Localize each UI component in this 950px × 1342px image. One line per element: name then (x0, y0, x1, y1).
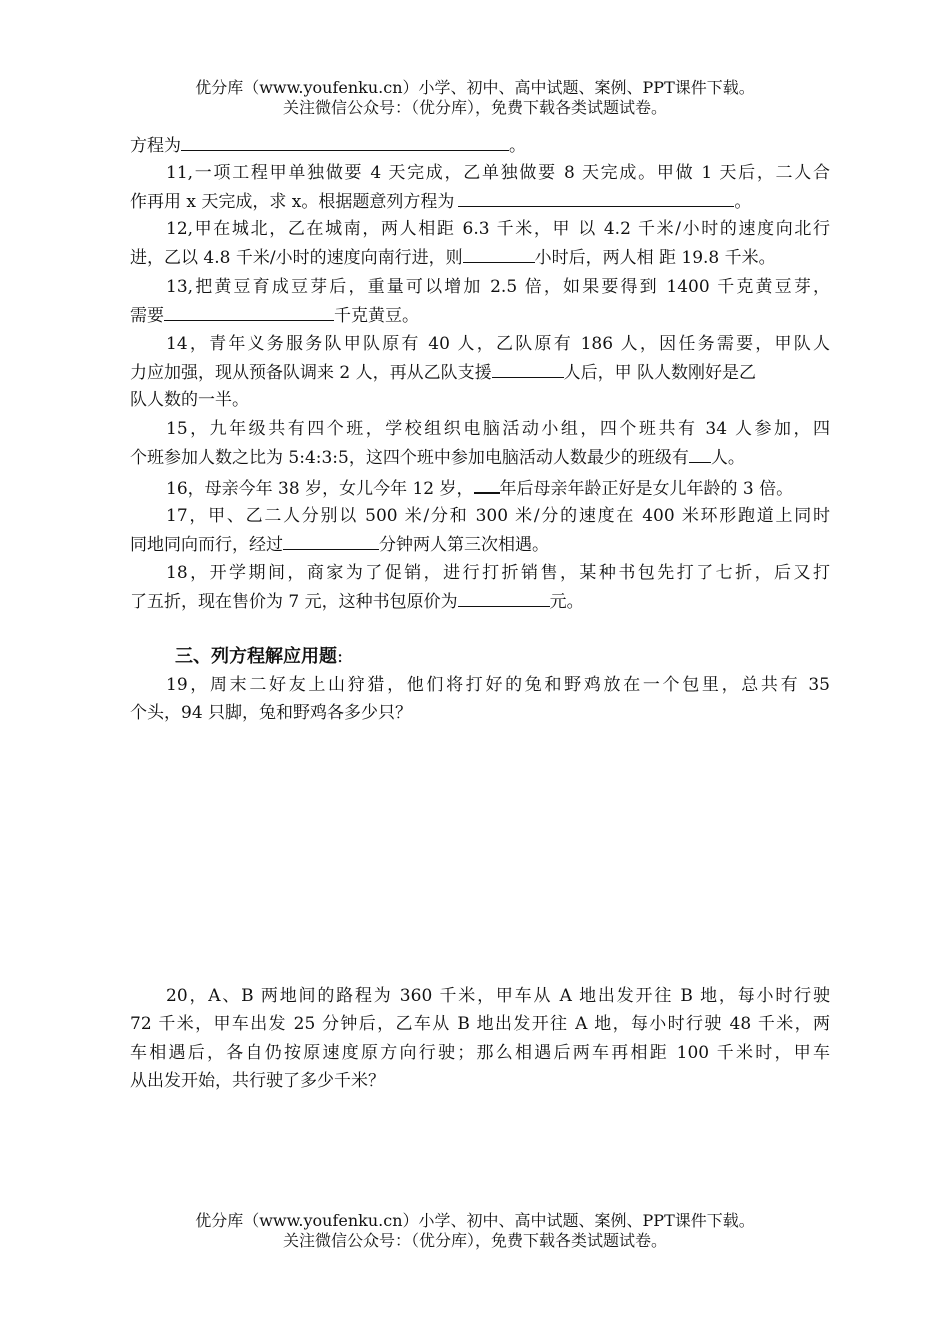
q18-prefix: 了五折，现在售价为 7 元，这种书包原价为 (130, 592, 458, 612)
question-20-line-2: 72 千米，甲车出发 25 分钟后，乙车从 B 地出发开往 A 地，每小时行驶 48 千米，两 (130, 1014, 830, 1034)
q10-prefix: 方程为 (130, 136, 181, 156)
question-14-line-3: 队人数的一半。 (130, 390, 249, 410)
section-3-colon: : (337, 646, 344, 667)
q15-prefix: 个班参加人数之比为 5:4:3:5，这四个班中参加电脑活动人数最少的班级有 (130, 448, 689, 468)
question-18-line-2 (130, 590, 830, 613)
q10-suffix: 。 (509, 136, 526, 156)
question-11-line-2 (130, 190, 830, 213)
q17-suffix: 分钟两人第三次相遇。 (379, 535, 549, 555)
question-20-line-1: 20，A、B 两地间的路程为 360 千米，甲车从 A 地出发开往 B 地，每小时行驶 (166, 986, 830, 1006)
header-line-1: 优分库（www.youfenku.cn）小学、初中、高中试题、案例、PPT课件下载。 (195, 78, 755, 97)
q12-answer-blank[interactable] (463, 246, 535, 263)
q17-prefix: 同地同向而行，经过 (130, 535, 283, 555)
question-19-line-2: 个头，94 只脚，兔和野鸡各多少只？ (130, 703, 413, 723)
question-13-line-1: 13,把黄豆育成豆芽后，重量可以增加 2.5 倍，如果要得到 1400 千克黄豆芽， (166, 277, 830, 297)
q10-answer-blank[interactable] (181, 134, 509, 151)
question-14-line-1: 14，青年义务服务队甲队原有 40 人，乙队原有 186 人，因任务需要，甲队人 (166, 334, 830, 354)
q11-prefix: 作再用 x 天完成，求 x。根据题意列方程为 (130, 192, 455, 212)
footer-line-1: 优分库（www.youfenku.cn）小学、初中、高中试题、案例、PPT课件下载。 (195, 1211, 755, 1230)
question-12-line-2 (130, 246, 830, 269)
q13-prefix: 需要 (130, 306, 164, 326)
question-13-line-2 (130, 304, 830, 327)
q12-prefix: 进，乙以 4.8 千米/小时的速度向南行进，则 (130, 248, 463, 268)
question-20-line-4: 从出发开始，共行驶了多少千米？ (130, 1071, 385, 1091)
q18-suffix: 元。 (549, 592, 584, 612)
question-17-line-2 (130, 533, 830, 556)
question-19-line-1: 19，周末二好友上山狩猎，他们将打好的兔和野鸡放在一个包里，总共有 35 (166, 675, 830, 695)
q14-answer-blank[interactable] (492, 361, 564, 378)
q16-suffix: 年后母亲年龄正好是女儿年龄的 3 倍。 (499, 479, 794, 499)
question-12-line-1: 12,甲在城北，乙在城南，两人相距 6.3 千米，甲 以 4.2 千米/小时的速度向北行 (166, 219, 830, 239)
q16-prefix: 16，母亲今年 38 岁，女儿今年 12 岁， (166, 479, 474, 499)
q14-suffix: 人后，甲 队人数刚好是乙 (563, 363, 757, 383)
section-3-heading (175, 645, 343, 669)
q11-suffix: 。 (734, 192, 752, 212)
q18-answer-blank[interactable] (458, 590, 550, 607)
header-line-2: 关注微信公众号：（优分库），免费下载各类试题试卷。 (282, 98, 667, 117)
question-18-line-1: 18，开学期间，商家为了促销，进行打折销售，某种书包先打了七折，后又打 (166, 563, 830, 583)
question-10-tail (130, 134, 830, 157)
question-17-line-1: 17，甲、乙二人分别以 500 米/分和 300 米/分的速度在 400 米环形跑道上同时 (166, 506, 830, 526)
question-20-line-3: 车相遇后，各自仍按原速度原方向行驶；那么相遇后两车再相距 100 千米时，甲车 (130, 1043, 830, 1063)
question-11-line-1: 11,一项工程甲单独做要 4 天完成，乙单独做要 8 天完成。甲做 1 天后，二人合 (166, 163, 830, 183)
question-16 (166, 476, 830, 500)
q13-answer-blank[interactable] (164, 304, 334, 321)
q12-suffix: 小时后，两人相 距 19.8 千米。 (534, 248, 776, 268)
question-15-line-2 (130, 446, 830, 469)
section-3-title: 三、列方程解应用题 (175, 646, 337, 667)
q16-answer-blank[interactable] (474, 476, 500, 494)
question-15-line-1: 15，九年级共有四个班，学校组织电脑活动小组，四个班共有 34 人参加，四 (166, 419, 830, 439)
q14-prefix: 力应加强，现从预备队调来 2 人，再从乙队支援 (130, 363, 492, 383)
q15-answer-blank[interactable] (689, 446, 711, 463)
q13-suffix: 千克黄豆。 (334, 306, 419, 326)
q15-suffix: 人。 (710, 448, 745, 468)
question-14-line-2 (130, 361, 830, 384)
q17-answer-blank[interactable] (283, 533, 379, 550)
q11-answer-blank[interactable] (458, 190, 734, 207)
footer-line-2: 关注微信公众号：（优分库），免费下载各类试题试卷。 (282, 1231, 667, 1250)
